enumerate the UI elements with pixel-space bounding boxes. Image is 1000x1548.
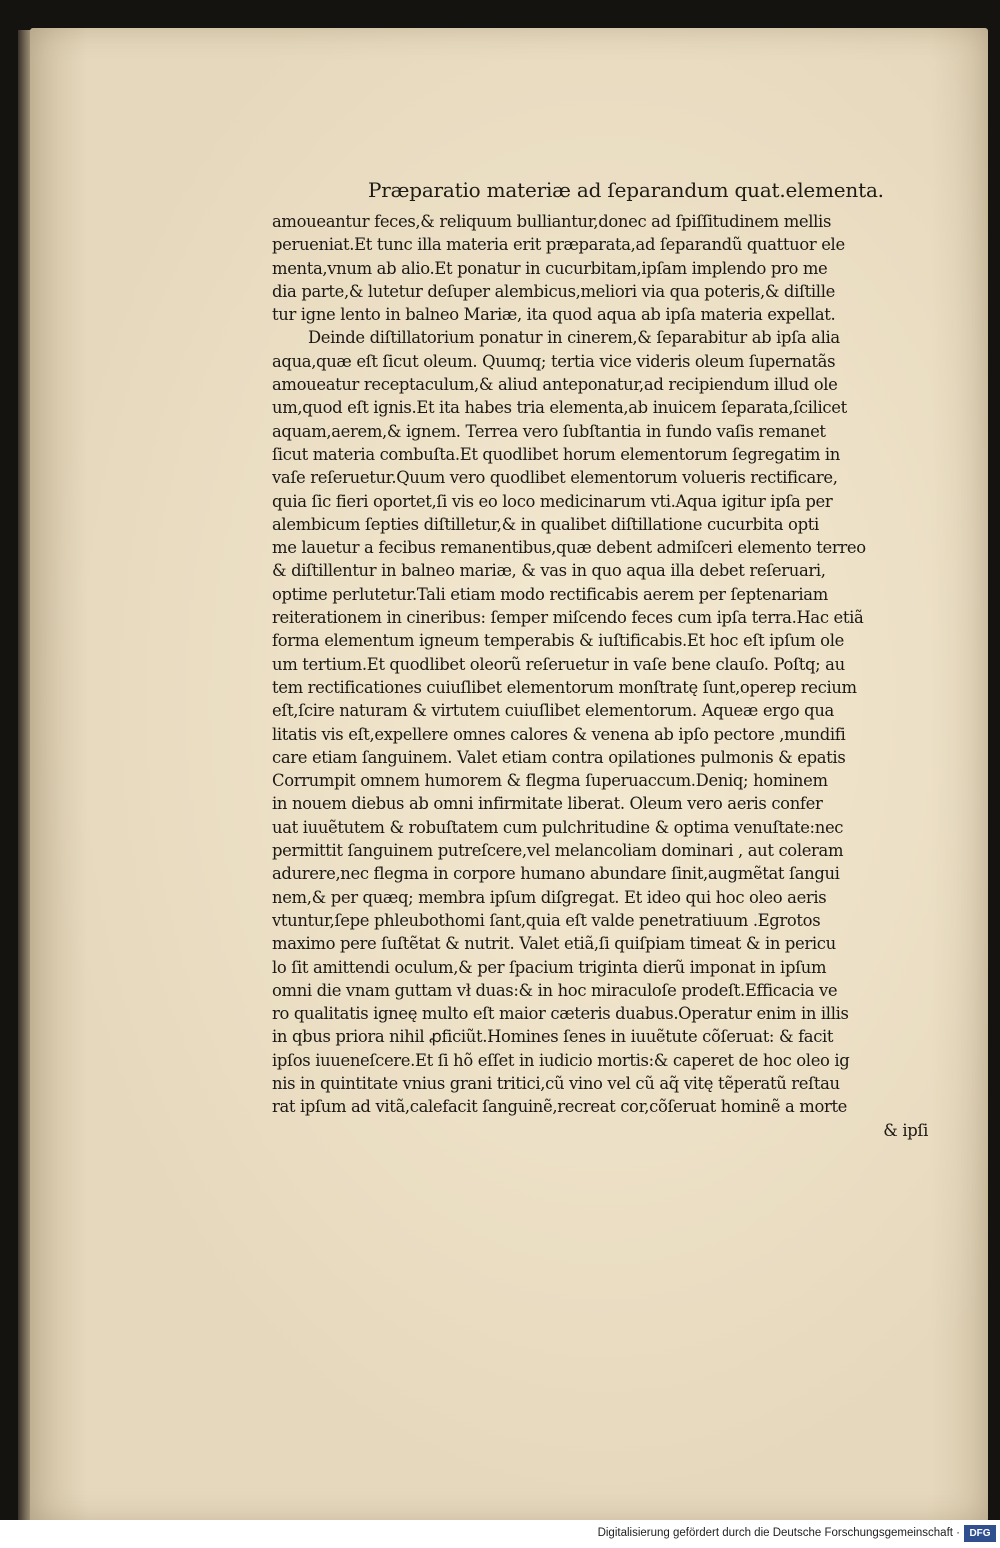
text-line: ro qualitatis igneę multo eſt maior cæteris duabus.Operatur enim in illis xyxy=(272,1004,849,1024)
text-line: lo ſit amittendi oculum,& per ſpacium triginta dierũ imponat in ipſum xyxy=(272,957,827,977)
text-line: litatis vis eſt,expellere omnes calores & venena ab ipſo pectore ,mundifi xyxy=(272,724,846,744)
text-line: dia parte,& lutetur deſuper alembicus,meliori via qua poteris,& diſtille xyxy=(272,281,835,301)
text-line: permittit ſanguinem putreſcere,vel melancoliam dominari , aut coleram xyxy=(272,841,844,861)
text-line: eſt,ſcire naturam & virtutem cuiuſlibet elementorum. Aqueæ ergo qua xyxy=(272,701,834,721)
text-line: um,quod eſt ignis.Et ita habes tria elementa,ab inuicem ſeparata,ſcilicet xyxy=(272,398,847,418)
text-line: optime perlutetur.Tali etiam modo rectificabis aerem per ſeptenariam xyxy=(272,584,828,604)
text-line: um tertium.Et quodlibet oleorũ reſeruetur in vaſe bene clauſo. Poſtq; au xyxy=(272,654,845,674)
text-line: alembicum ſepties diſtilletur,& in qualibet diſtillatione cucurbita opti xyxy=(272,514,819,534)
text-line: quia ſic fieri oportet,ſi vis eo loco medicinarum vti.Aqua igitur ipſa per xyxy=(272,491,833,511)
text-line: ſicut materia combuſta.Et quodlibet horum elementorum ſegregatim in xyxy=(272,444,841,464)
funding-credit: Digitalisierung gefördert durch die Deutsche Forschungsgemeinschaft · xyxy=(597,1527,960,1539)
text-line: tur igne lento in balneo Mariæ, ita quod aqua ab ipſa materia expellat. xyxy=(272,305,836,325)
text-line: amoueatur receptaculum,& aliud anteponatur,ad recipiendum illud ole xyxy=(272,375,838,395)
text-line: maximo pere ſuſtẽtat & nutrit. Valet etiã,ſi quiſpiam timeat & in pericu xyxy=(272,934,836,954)
text-line: ipſos iuueneſcere.Et ſi hõ eſſet in iudicio mortis:& caperet de hoc oleo ig xyxy=(272,1050,850,1070)
text-line: uat iuuẽtutem & robuſtatem cum pulchritudine & optima venuſtate:nec xyxy=(272,817,844,837)
text-line: tem rectificationes cuiuſlibet elementorum monſtratę ſunt,operep recium xyxy=(272,677,857,697)
text-line: nis in quintitate vnius grani tritici,cũ vino vel cũ aq̃ vitę tẽperatũ reſtau xyxy=(272,1073,840,1093)
text-line: reiterationem in cineribus: ſemper miſcendo feces cum ipſa terra.Hac etiã xyxy=(272,608,864,628)
text-line: amoueantur feces,& reliquum bulliantur,donec ad ſpiſſitudinem mellis xyxy=(272,212,832,231)
running-head: Præparatio materiæ ad ſeparandum quat.elementa. xyxy=(368,178,884,202)
text-line: aqua,quæ eſt ſicut oleum. Quumq; tertia vice videris oleum ſupernatãs xyxy=(272,351,836,371)
text-line: adurere,nec flegma in corpore humano abundare ſinit,augmẽtat ſangui xyxy=(272,864,840,884)
dfg-logo: DFG xyxy=(964,1525,996,1542)
text-line: in nouem diebus ab omni infirmitate liberat. Oleum vero aeris confer xyxy=(272,794,823,814)
text-line: me lauetur a fecibus remanentibus,quæ debent admiſceri elemento terreo xyxy=(272,538,866,558)
text-line: omni die vnam guttam vł duas:& in hoc miraculoſe prodeſt.Efficacia ve xyxy=(272,980,838,1000)
text-line: forma elementum igneum temperabis & iuſtificabis.Et hoc eſt ipſum ole xyxy=(272,631,844,651)
text-line: rat ipſum ad vitã,calefacit ſanguinẽ,recreat cor,cõſeruat hominẽ a morte xyxy=(272,1097,848,1117)
text-line: vtuntur,ſepe phleubothomi ſant,quia eſt valde penetratiuum .Egrotos xyxy=(272,910,821,930)
catchword: & ipſi xyxy=(883,1120,928,1140)
body-text xyxy=(272,210,932,1150)
text-line: & diſtillentur in balneo mariæ, & vas in quo aqua illa debet reſeruari, xyxy=(272,561,826,581)
text-line: Corrumpit omnem humorem & flegma ſuperuaccum.Deniq; hominem xyxy=(272,771,828,791)
text-line: nem,& per quæq; membra ipſum diſgregat. Et ideo qui hoc oleo aeris xyxy=(272,887,827,907)
text-line: menta,vnum ab alio.Et ponatur in cucurbitam,ipſam implendo pro me xyxy=(272,258,828,278)
text-line: vaſe reſeruetur.Quum vero quodlibet elementorum volueris rectificare, xyxy=(272,468,838,488)
text-line: Deinde diſtillatorium ponatur in cinerem,& ſeparabitur ab ipſa alia xyxy=(308,328,840,348)
text-line: care etiam ſanguinem. Valet etiam contra opilationes pulmonis & epatis xyxy=(272,747,846,767)
footer-bar xyxy=(0,1520,1000,1548)
text-line: aquam,aerem,& ignem. Terrea vero ſubſtantia in fundo vaſis remanet xyxy=(272,421,826,441)
text-line: perueniat.Et tunc illa materia erit præparata,ad ſeparandũ quattuor ele xyxy=(272,235,845,255)
text-line: in qbus priora nihil ꝓficiũt.Homines ſenes in iuuẽtute cõſeruat: & facit xyxy=(272,1027,834,1047)
